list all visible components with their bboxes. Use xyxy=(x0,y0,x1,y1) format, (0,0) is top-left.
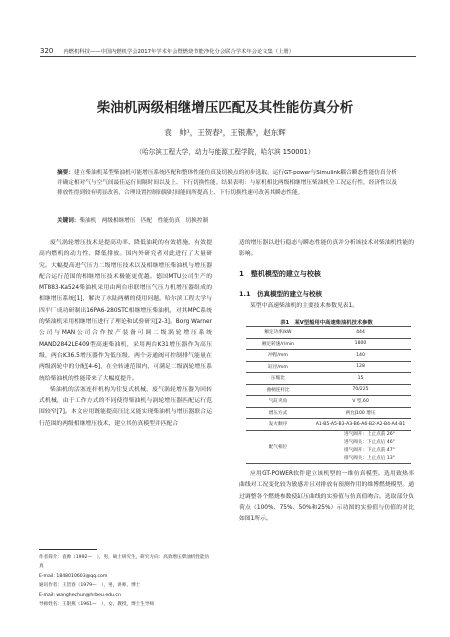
abstract-label: 摘要： xyxy=(57,170,75,176)
param-name-cell: 发火顺序 xyxy=(246,419,310,431)
section-heading-1: 1 整机模型的建立与校核 xyxy=(239,270,321,278)
table-row xyxy=(246,419,411,431)
footnote: E-mail: 1848010603@qq.com xyxy=(39,573,108,579)
abstract-text: 建立柴油机某型柴油机可能增压系统匹配和整体性能仿真及切换点的初步选取。运行GT-power与Simulink耦合瞬态性能仿真分析并确定相对气与空气间最佳运行间隔时间以及上、下行切换性能。结果表明：与原机相比两级相继增压柴油机全工况运行性，经济性以及排放性得到较有明显改善，合理设置控制间隔时间能间所提高上、下行切换性速可改善其瞬态性能。 xyxy=(57,170,397,196)
keywords-label: 关键词： xyxy=(57,218,80,224)
param-name-cell: 增压方式 xyxy=(246,407,310,419)
table-row xyxy=(246,338,411,350)
paragraph: 应用GT-POWER软件建立该机型的一维仿真模型。选用致热率曲线对工况变化较为敏感并且对排放有预测作用的维博燃烧模型。通过调整各个燃烧参数使缸压曲线的实验值与仿真值吻合。选取部分负荷点（100%、75%、50%和25%）示功图的实验值与仿值的对比如图1所示。 xyxy=(239,471,414,523)
param-value-cell: 15 xyxy=(310,373,411,385)
table-row xyxy=(246,327,411,339)
page-number: 320 xyxy=(40,47,54,55)
section-1-1-text xyxy=(239,301,414,312)
valve-timing-line: 进气阀关：下止点后 46° xyxy=(344,439,395,445)
table-row xyxy=(246,384,411,396)
param-name-cell: 冲程/mm xyxy=(246,350,310,362)
keywords xyxy=(57,216,397,224)
param-value-cell: 两台J100 增压 xyxy=(310,407,411,419)
footnote: 导师姓名：王银燕（1961— ），女，教授，博士生导师 xyxy=(39,602,155,608)
table-row xyxy=(246,396,411,408)
affiliation: （哈尔滨工程大学，动力与能源工程学院，哈尔滨 150001） xyxy=(135,148,315,156)
param-value-cell: 128 xyxy=(310,361,411,373)
param-value-cell: A1-B5-A5-B3-A3-B6-A6-B2-A2-B4-A4-B1 xyxy=(310,419,411,431)
abstract xyxy=(57,168,397,198)
table-row xyxy=(246,361,411,373)
param-value-cell xyxy=(310,430,411,463)
journal-title: 内燃机科技——中国内燃机学会2017年学术年会暨燃烧节能净化分会联合学术年会论文集（上册） xyxy=(63,49,295,55)
paragraph: 柴油机的活塞连杆机构为往复式机械，废气涡轮增压器为回转式机械，由于工作方式的不同使得柴油机与涡轮增压器匹配运行范围较窄[7]。本文应用既能提高压比又能实现柴油机与增压器联合运行范围的两级相继增压技术，建立其仿真模型并匹配合 xyxy=(39,386,212,427)
param-value-cell: 1800 xyxy=(310,338,411,350)
authors: 袁 帅¹，王贺春²，王银燕³，赵东辉 xyxy=(164,128,286,137)
param-value-cell: V 型,60 xyxy=(310,396,411,408)
footnotes xyxy=(39,553,212,609)
table-row xyxy=(246,373,411,385)
valve-timing-line: 进气阀开：上止点前 26° xyxy=(344,431,395,437)
running-header xyxy=(40,46,416,57)
param-name-cell: 额定功率/kW xyxy=(246,327,310,339)
paragraph: 某型中高速柴油机的主要技术参数见表1。 xyxy=(250,303,359,309)
valve-timing-line: 排气阀开：下止点前 47° xyxy=(344,447,395,453)
param-value-cell: 70/225 xyxy=(310,384,411,396)
param-name-cell: 配气相位 xyxy=(246,430,310,463)
table-caption: 表1 某V型船用中高速柴油机技术参数 xyxy=(280,320,373,326)
parameter-table xyxy=(246,326,411,464)
keywords-text: 柴油机 两级相继增压 匹配 性能仿真 切换控制 xyxy=(79,218,209,224)
paragraph: 适的增压器以进行稳态与瞬态性能仿真并分析该技术对柴油机性能的影响。 xyxy=(239,240,414,258)
footnote: E-mail: wanghechun@hrbeu.edu.cn xyxy=(39,592,121,598)
param-value-cell: 444 xyxy=(310,327,411,339)
table-row xyxy=(246,430,411,463)
param-value-cell: 140 xyxy=(310,350,411,362)
param-name-cell: 压缩比 xyxy=(246,373,310,385)
param-name-cell: 额定转速/r/min xyxy=(246,338,310,350)
section-heading-1-1: 1.1 仿真模型的建立与校核 xyxy=(239,290,323,298)
footnote: 通讯作者：王贺春（1979— ），男，讲师，博士 xyxy=(39,583,141,589)
param-name-cell: 曲柄连杆比 xyxy=(246,384,310,396)
right-column-bottom xyxy=(239,469,414,525)
right-column-top xyxy=(239,238,414,261)
param-name-cell: 气缸夹角 xyxy=(246,396,310,408)
valve-timing-line: 排气阀关：上止点后 13° xyxy=(344,455,395,461)
paper-title: 柴油机两级相继增压匹配及其性能仿真分析 xyxy=(96,100,354,116)
paragraph: 废气涡轮增压技术是提高功率、降低油耗的有效措施，有效提高内燃机的动力性、降低排放。国内外研究者对此进行了大量研究。大幅提高进气压力二级增压技术以及相继增压柴油机与增压器配合运行范围的相继增压技术极能更优越。德国MTU公司生产的MT883-Ka524柴油机采用由两台串联增压气压力机增压器组成的相继增压系统[1]，解决了水陆两栖的使用问题。哈尔滨工程大学与四平厂成功研制出16PA6-280STC相继增压柴油机，对其MPC系统的柴油机采用相继增压进行了理论和试验研究[2-3]。Borg Warner公司与MAN公司合作按产装备可调二级涡轮增压系统MAND2842LE409型高速柴油机，采用两台K31增压器作为高压级，两台K36.5增压器作为低压级，两个旁通阀可控制排气能量在两级涡轮中的分配[4-6]，在全转速范围内，可满足二级涡轮增压系统给柴油机的性能带来了大幅度提升。 xyxy=(39,240,212,382)
table-row xyxy=(246,350,411,362)
footnote-rule xyxy=(39,549,97,550)
param-name-cell: 缸径/mm xyxy=(246,361,310,373)
table-row xyxy=(246,407,411,419)
footnote: 作者简介：袁帅（1992— ），男，硕士研究生，研究方向：高效增压柴油机性能仿真 xyxy=(39,555,210,570)
left-column xyxy=(39,238,212,430)
